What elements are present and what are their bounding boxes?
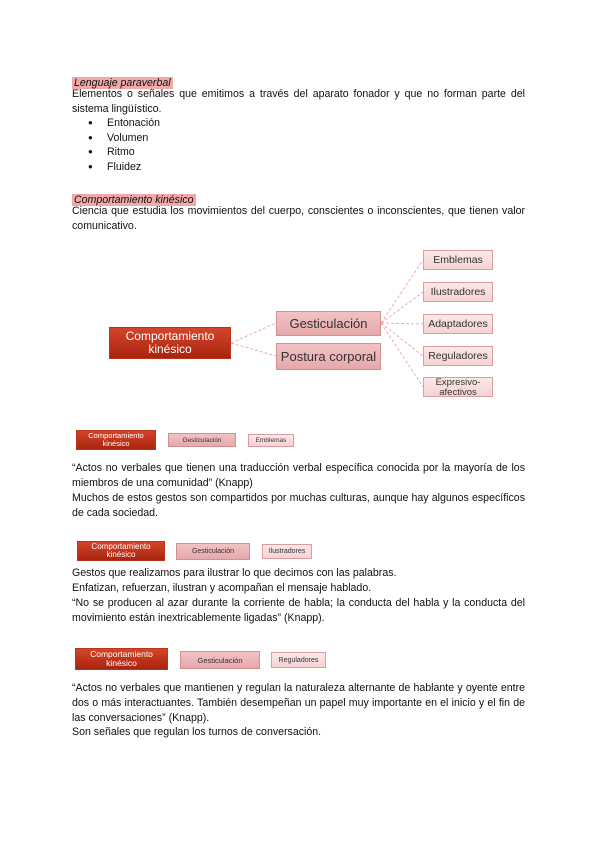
list-item: ● Fluidez [72,160,372,175]
text-ilustradores-2: Enfatizan, refuerzan, ilustran y acompañan el mensaje hablado. [72,582,372,594]
list-item: ● Ritmo [72,145,372,160]
diagram-node-emblemas: Emblemas [423,250,493,270]
list-item: ● Entonación [72,116,372,131]
diagram-node-reguladores: Reguladores [423,346,493,366]
diagram-node-expresivo: Expresivo-afectivos [423,377,493,397]
text-reguladores: Son señales que regulan los turnos de conversación. [72,726,322,738]
paragraph-paraverbal: Elementos o señales que emitimos a través del aparato fonador y que no forman parte del sistema lingüístico. [72,88,525,115]
diagram-node-ilustradores: Ilustradores [423,282,493,302]
list-item: ● Volumen [72,131,372,146]
heading-paraverbal: Lenguaje paraverbal [74,77,171,89]
text-ilustradores-1: Gestos que realizamos para ilustrar lo que decimos con las palabras. [72,567,397,579]
breadcrumb-root: Comportamiento kinésico [77,541,165,561]
breadcrumb-ilustradores: Ilustradores [262,544,312,559]
diagram-node-postura: Postura corporal [276,343,381,370]
diagram-root-node: Comportamiento kinésico [109,327,231,359]
quote-reguladores: “Actos no verbales que mantienen y regulan la naturaleza alternante de hablante y oyente entre dos o más interactuantes. También desempeñan un papel muy importante en el inicio y el fin de las conversaciones” (Knapp). [72,682,525,724]
breadcrumb-gesticulacion: Gesticulación [168,433,236,447]
breadcrumb-gesticulacion: Gesticulación [176,543,250,560]
heading-kinesico: Comportamiento kinésico [74,194,194,206]
breadcrumb-root: Comportamiento kinésico [76,430,156,450]
diagram-node-adaptadores: Adaptadores [423,314,493,334]
breadcrumb-emblemas: Emblemas [248,434,294,447]
breadcrumb-gesticulacion: Gesticulación [180,651,260,669]
quote-emblemas: “Actos no verbales que tienen una traducción verbal específica conocida por la mayoría de los miembros de una comunidad” (Knapp) [72,462,525,489]
quote-ilustradores: “No se producen al azar durante la corriente de habla; la conducta del habla y la conducta del movimiento están inextricablemente ligadas” (Knapp). [72,597,525,624]
breadcrumb-root: Comportamiento kinésico [75,648,168,670]
diagram-node-gesticulacion: Gesticulación [276,311,381,336]
paragraph-kinesico: Ciencia que estudia los movimientos del cuerpo, conscientes o inconscientes, que tienen valor comunicativo. [72,205,525,232]
text-emblemas: Muchos de estos gestos son compartidos por muchas culturas, aunque hay algunos específicos de cada sociedad. [72,492,525,519]
breadcrumb-reguladores: Reguladores [271,652,326,668]
